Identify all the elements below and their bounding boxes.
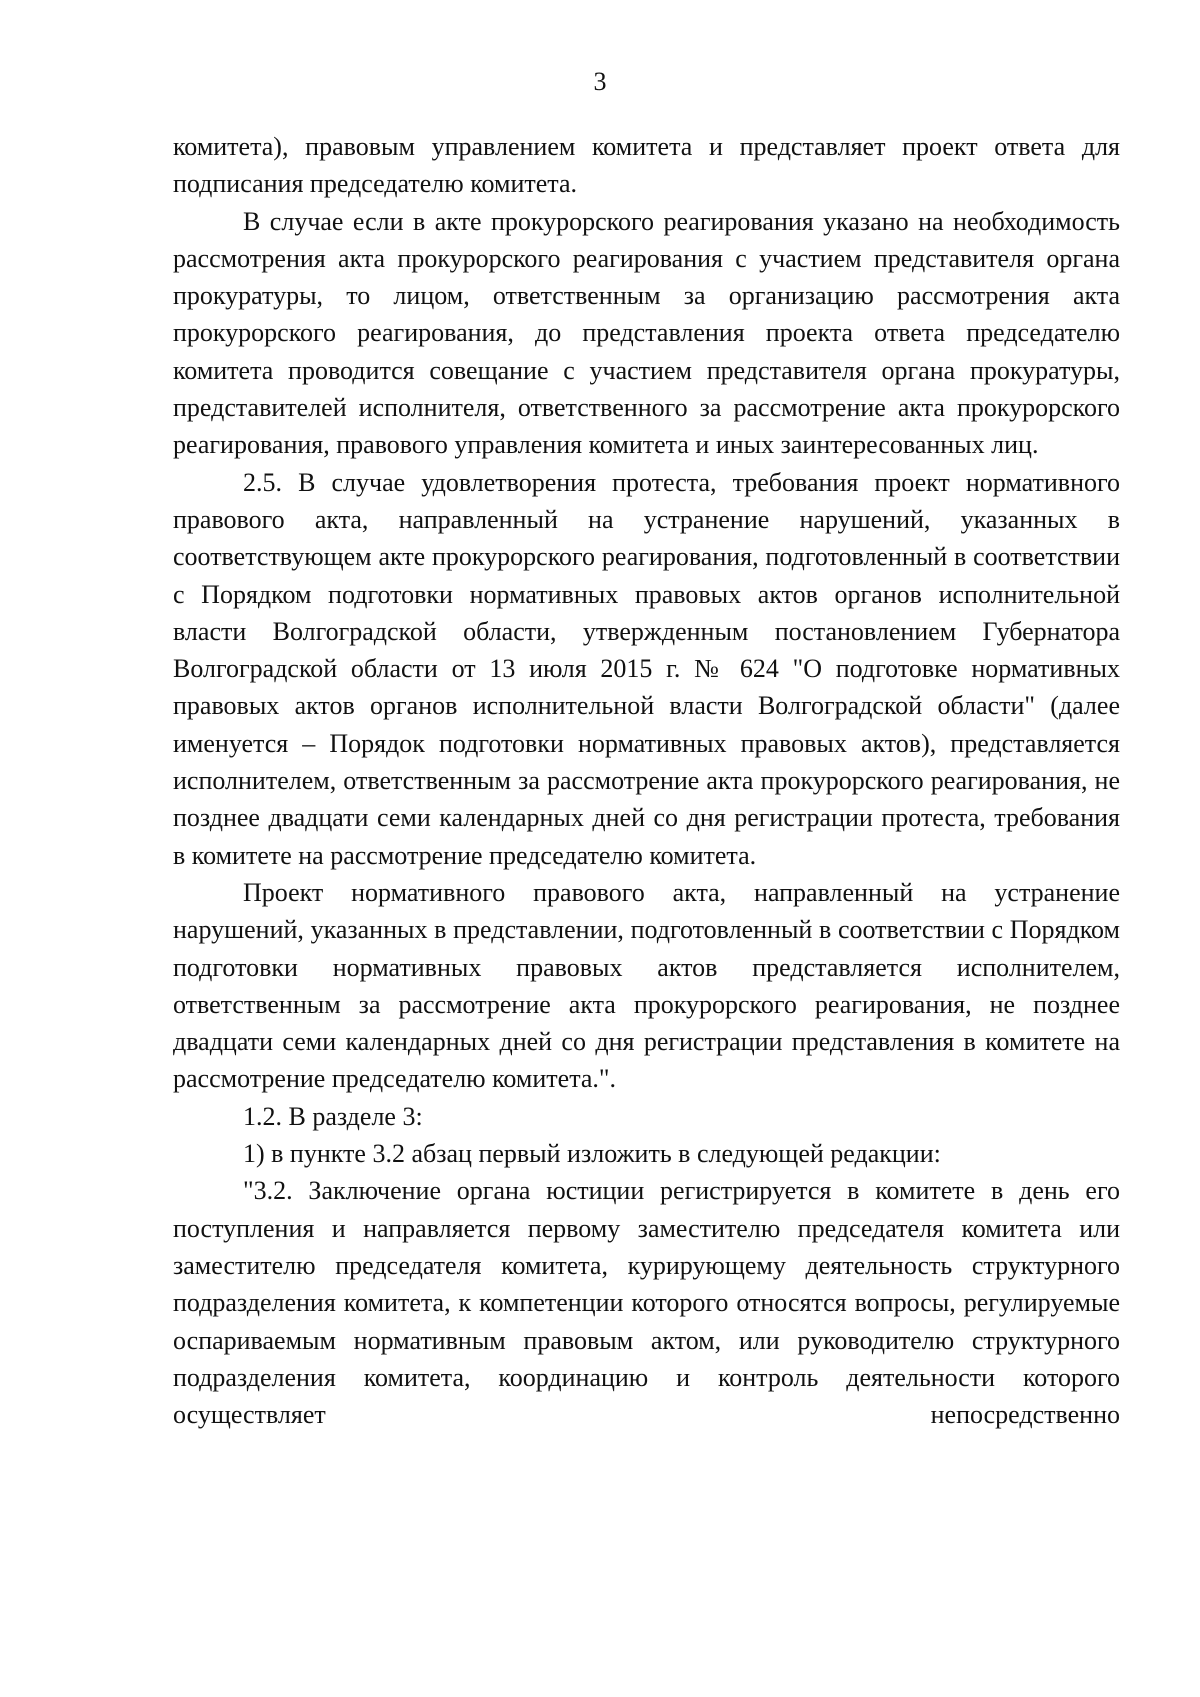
paragraph-subitem-1: 1) в пункте 3.2 абзац первый изложить в следующей редакции:	[243, 1139, 941, 1169]
paragraph-item-2-5: 2.5. В случае удовлетворения протеста, требования проект нормативного правового акта, направленный на устранение нарушений, указанных в соответствующем акте прокурорского реагирования, подготовленный в соответствии с Порядком подготовки нормативных правовых актов органов исполнительной власти Волгоградской области, утвержденным постановлением Губернатора Волгоградской области от 13 июля 2015 г. № 624 "О подготовке нормативных правовых актов органов исполнительной власти Волгоградской области" (далее именуется – Порядок подготовки нормативных правовых актов), представляется исполнителем, ответственным за рассмотрение акта прокурорского реагирования, не позднее двадцати семи календарных дней со дня регистрации протеста, требования в комитете на рассмотрение председателю комитета.	[173, 467, 1120, 870]
paragraph-continuation: комитета), правовым управлением комитета и представляет проект ответа для подписания председателю комитета.	[173, 132, 1120, 199]
paragraph-meeting-clause: В случае если в акте прокурорского реагирования указано на необходимость рассмотрения акта прокурорского реагирования с участием представителя органа прокуратуры, то лицом, ответственным за организацию рассмотрения акта прокурорского реагирования, до представления проекта ответа председателю комитета проводится совещание с участием представителя органа прокуратуры, представителей исполнителя, ответственного за рассмотрение акта прокурорского реагирования, правового управления комитета и иных заинтересованных лиц.	[173, 206, 1120, 460]
document-body	[173, 128, 1120, 1433]
paragraph-item-3-2: "3.2. Заключение органа юстиции регистрируется в комитете в день его поступления и направляется первому заместителю председателя комитета или заместителю председателя комитета, курирующему деятельность структурного подразделения комитета, к компетенции которого относятся вопросы, регулируемые оспариваемым нормативным правовым актом, или руководителю структурного подразделения комитета, координацию и контроль деятельности которого осуществляет непосредственно	[173, 1176, 1120, 1430]
paragraph-item-1-2: 1.2. В разделе 3:	[243, 1101, 423, 1131]
paragraph-draft-act: Проект нормативного правового акта, направленный на устранение нарушений, указанных в представлении, подготовленный в соответствии с Порядком подготовки нормативных правовых актов представляется исполнителем, ответственным за рассмотрение акта прокурорского реагирования, не позднее двадцати семи календарных дней со дня регистрации представления в комитете на рассмотрение председателю комитета.".	[173, 877, 1120, 1094]
page-number: 3	[593, 67, 607, 96]
